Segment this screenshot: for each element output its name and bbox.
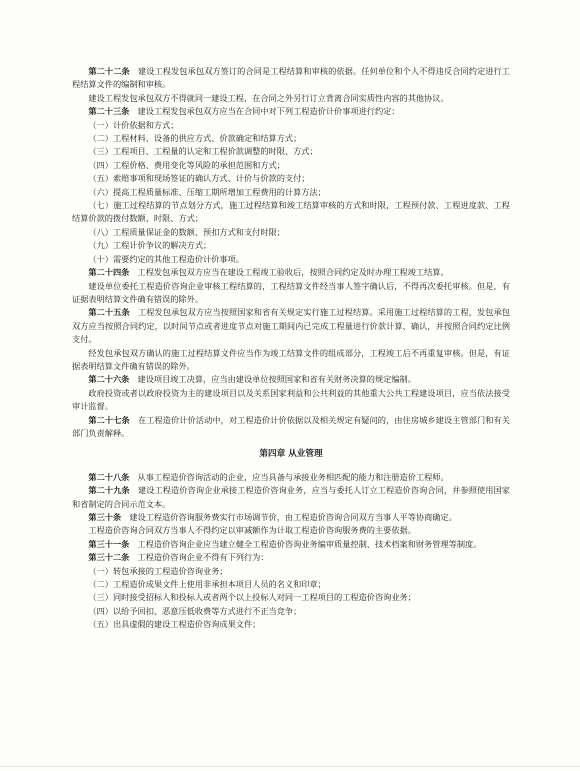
paragraph-text: 政府投资或者以政府投资为主的建设项目以及关系国家利益和公共利益的其他重大公共工程建设项目，应当依法接受审计监督。 — [72, 387, 510, 412]
paragraph — [72, 92, 510, 105]
paragraph-text: 建设工程发包承包双方应当在合同中对下列工程造价计价事项进行约定： — [137, 106, 400, 117]
paragraph-text: （七）施工过程结算的节点划分方式，施工过程结算和竣工结算审核的方式和时限，工程预付款、工程进度款、工程结算价款的拨付数额、时限、方式； — [72, 200, 510, 224]
paragraph — [72, 591, 510, 604]
paragraph-text: （四）工程价格、费用变化等风险的承担范围和方式； — [88, 159, 285, 170]
paragraph — [72, 414, 510, 441]
paragraph — [72, 618, 510, 631]
paragraph — [72, 484, 510, 511]
paragraph — [72, 226, 510, 239]
paragraph — [72, 132, 510, 145]
paragraph-text: （三）工程项目、工程量的认定和工程价款调整的时限、方式； — [88, 146, 318, 157]
paragraph-text: 建设工程发包承包双方不得就同一建设工程，在合同之外另行订立背离合同实质性内容的其他协议。 — [88, 92, 449, 103]
paragraph — [72, 172, 510, 185]
paragraph-text: 工程造价咨询企业不得有下列行为： — [137, 552, 269, 563]
paragraph — [72, 253, 510, 266]
articles-section-bottom — [72, 471, 510, 632]
paragraph-text: 工程发包承包双方应当按照国家和省有关规定实行施工过程结算。采用施工过程结算的工程，发包承包双方应当按照合同约定，以时间节点或者进度节点对施工期间内已完成工程量进行价款计算、确认，并按照合同约定比例支付。 — [72, 307, 510, 345]
paragraph-text: 建设项目竣工决算，应当由建设单位按照国家和省有关财务决算的规定编制。 — [137, 374, 416, 385]
paragraph-text: 经发包承包双方确认的施工过程结算文件应当作为竣工结算文件的组成部分，工程竣工后不再重复审核。但是，有证据表明结算文件确有错误的除外。 — [72, 347, 510, 371]
paragraph — [72, 306, 510, 346]
paragraph — [72, 65, 510, 92]
articles-section-top — [72, 65, 510, 440]
paragraph — [72, 511, 510, 524]
paragraph — [72, 565, 510, 578]
article-number: 第三十一条 — [88, 538, 130, 549]
paragraph-text: （十）需要约定的其他工程造价计价事项。 — [88, 253, 244, 264]
paragraph-text: （三）同时接受招标人和投标人或者两个以上投标人对同一工程项目的工程造价咨询业务； — [88, 592, 416, 603]
article-number: 第三十条 — [88, 512, 122, 522]
paragraph-text: 建设工程造价咨询企业承接工程造价咨询业务，应当与委托人订立工程造价咨询合同，并参照使用国家和省制定的合同示范文本。 — [72, 485, 510, 509]
paragraph-text: 建设单位委托工程造价咨询企业审核工程结算的，工程结算文件经当事人签字确认后，不得再次委托审核。但是，有证据表明结算文件确有错误的除外。 — [72, 280, 510, 304]
paragraph — [72, 186, 510, 199]
chapter-heading: 第四章 从业管理 — [259, 449, 323, 460]
paragraph-text: 建设工程造价咨询服务费实行市场调节价，由工程造价咨询合同双方当事人平等协商确定。 — [129, 512, 457, 522]
paragraph — [72, 551, 510, 564]
paragraph-text: （五）出具虚假的建设工程造价咨询成果文件； — [88, 619, 261, 630]
paragraph — [72, 159, 510, 172]
paragraph-text: 在工程造价计价活动中，对工程造价计价依据以及相关规定有疑问的，由住房城乡建设主管部门和有关部门负责解释。 — [72, 414, 510, 438]
article-number: 第二十四条 — [88, 267, 130, 278]
paragraph — [72, 373, 510, 386]
paragraph-text: （四）以给予回扣、恶意压低收费等方式进行不正当竞争； — [88, 605, 302, 616]
paragraph-text: （二）工程造价成果文件上使用非承担本项目人员的名义和印章； — [88, 579, 326, 590]
article-number: 第二十二条 — [88, 66, 130, 76]
paragraph-text: （九）工程计价争议的解决方式； — [88, 240, 212, 251]
paragraph-text: 从事工程造价咨询活动的企业，应当具备与承接业务相匹配的能力和注册造价工程师。 — [137, 471, 449, 482]
article-number: 第二十九条 — [88, 485, 130, 496]
paragraph-text: （五）索赔事项和现场签证的确认方式、计价与价款的支付； — [88, 173, 310, 184]
paragraph — [72, 105, 510, 118]
article-number: 第二十五条 — [88, 307, 130, 318]
article-number: 第二十六条 — [88, 374, 130, 385]
paragraph-text: 建设工程发包承包双方签订的合同是工程结算和审核的依据。任何单位和个人不得违反合同约定进行工程结算文件的编制和审核。 — [72, 66, 510, 90]
paragraph — [72, 538, 510, 551]
paragraph-text: （一）转包承接的工程造价咨询业务； — [88, 565, 228, 576]
paragraph — [72, 145, 510, 158]
paragraph — [72, 524, 510, 537]
paragraph — [72, 387, 510, 414]
paragraph — [72, 578, 510, 591]
paragraph — [72, 471, 510, 484]
paragraph-text: （二）工程材料、设备的供应方式、价款确定和结算方式； — [88, 133, 302, 144]
article-number: 第二十七条 — [88, 414, 130, 425]
paragraph-text: 工程造价咨询企业应当建立健全工程造价咨询业务编审质量控制、技术档案和财务管理等制度。 — [137, 538, 482, 549]
paragraph — [72, 280, 510, 307]
paragraph — [72, 199, 510, 226]
paragraph-text: 工程发包承包双方应当在建设工程竣工验收后，按照合同约定及时办理工程竣工结算。 — [137, 267, 449, 278]
article-number: 第二十八条 — [88, 471, 130, 482]
paragraph — [72, 605, 510, 618]
paragraph-text: 工程造价咨询合同双方当事人不得约定以审减额作为计取工程造价咨询服务费的主要依据。 — [88, 525, 416, 536]
article-number: 第二十三条 — [88, 106, 130, 117]
paragraph-text: （一）计价依据和方式； — [88, 119, 179, 130]
paragraph-text: （八）工程质量保证金的数额、预扣方式和支付时限； — [88, 226, 285, 237]
paragraph — [72, 347, 510, 374]
paragraph — [72, 239, 510, 252]
article-number: 第三十二条 — [88, 552, 130, 563]
paragraph-text: （六）提高工程质量标准、压缩工期所增加工程费用的计算方法； — [88, 186, 326, 197]
page-bottom-rule — [0, 766, 580, 767]
paragraph — [72, 266, 510, 279]
paragraph — [72, 119, 510, 132]
